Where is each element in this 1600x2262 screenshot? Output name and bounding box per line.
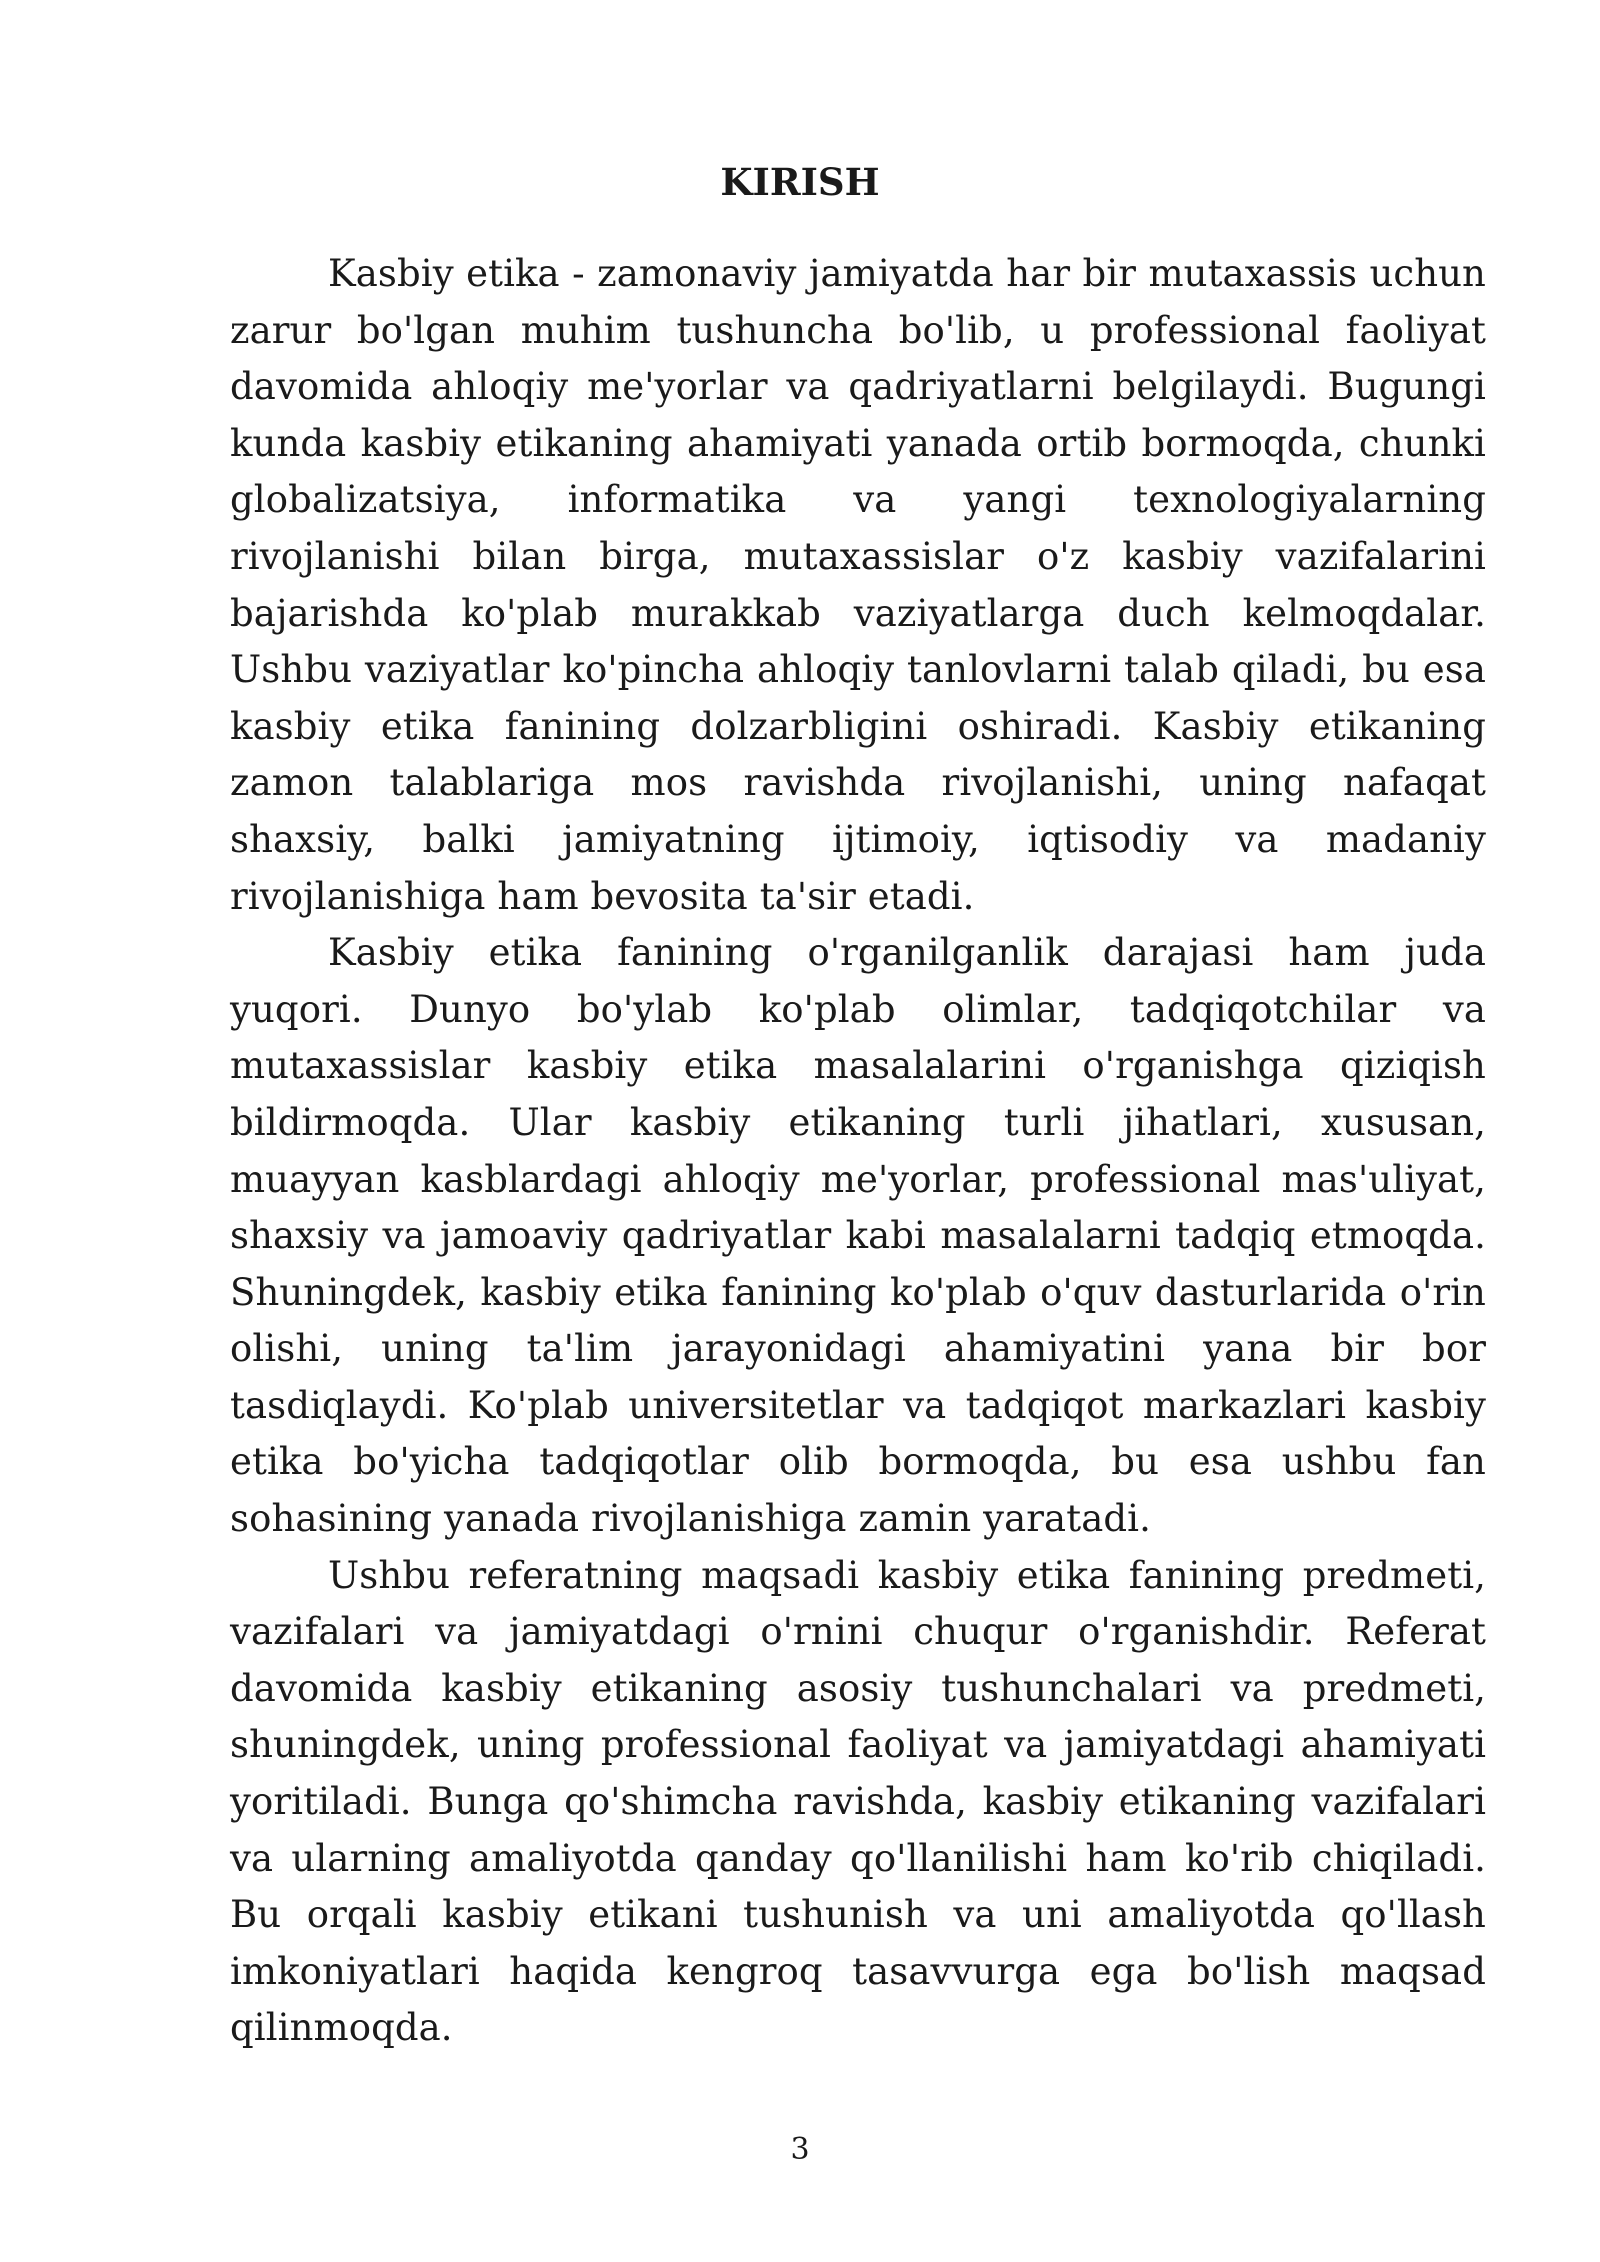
paragraph-3: Ushbu referatning maqsadi kasbiy etika fanining predmeti, vazifalari va jamiyatdagi o'rnini chuqur o'rganishdir. Referat davomida kasbiy etikaning asosiy tushunchalari va predmeti, shuningdek, uning professional faoliyat va jamiyatdagi ahamiyati yoritiladi. Bunga qo'shimcha ravishda, kasbiy etikaning vazifalari va ularning amaliyotda qanday qo'llanilishi ham ko'rib chiqiladi. Bu orqali kasbiy etikani tushunish va uni amaliyotda qo'llash imkoniyatlari haqida kengroq tasavvurga ega bo'lish maqsad qilinmoqda. [230,1553,1486,2050]
section-heading: KIRISH [720,160,880,204]
page-number: 3 [790,2132,810,2167]
document-body [230,246,1486,2057]
paragraph-1: Kasbiy etika - zamonaviy jamiyatda har bir mutaxassis uchun zarur bo'lgan muhim tushuncha bo'lib, u professional faoliyat davomida ahloqiy me'yorlar va qadriyatlarni belgilaydi. Bugungi kunda kasbiy etikaning ahamiyati yanada ortib bormoqda, chunki globalizatsiya, informatika va yangi texnologiyalarning rivojlanishi bilan birga, mutaxassislar o'z kasbiy vazifalarini bajarishda ko'plab murakkab vaziyatlarga duch kelmoqdalar. Ushbu vaziyatlar ko'pincha ahloqiy tanlovlarni talab qiladi, bu esa kasbiy etika fanining dolzarbligini oshiradi. Kasbiy etikaning zamon talablariga mos ravishda rivojlanishi, uning nafaqat shaxsiy, balki jamiyatning ijtimoiy, iqtisodiy va madaniy rivojlanishiga ham bevosita ta'sir etadi. [230,252,1486,918]
paragraph-2: Kasbiy etika fanining o'rganilganlik darajasi ham juda yuqori. Dunyo bo'ylab ko'plab olimlar, tadqiqotchilar va mutaxassislar kasbiy etika masalalarini o'rganishga qiziqish bildirmoqda. Ular kasbiy etikaning turli jihatlari, xususan, muayyan kasblardagi ahloqiy me'yorlar, professional mas'uliyat, shaxsiy va jamoaviy qadriyatlar kabi masalalarni tadqiq etmoqda. Shuningdek, kasbiy etika fanining ko'plab o'quv dasturlarida o'rin olishi, uning ta'lim jarayonidagi ahamiyatini yana bir bor tasdiqlaydi. Ko'plab universitetlar va tadqiqot markazlari kasbiy etika bo'yicha tadqiqotlar olib bormoqda, bu esa ushbu fan sohasining yanada rivojlanishiga zamin yaratadi. [230,931,1486,1541]
